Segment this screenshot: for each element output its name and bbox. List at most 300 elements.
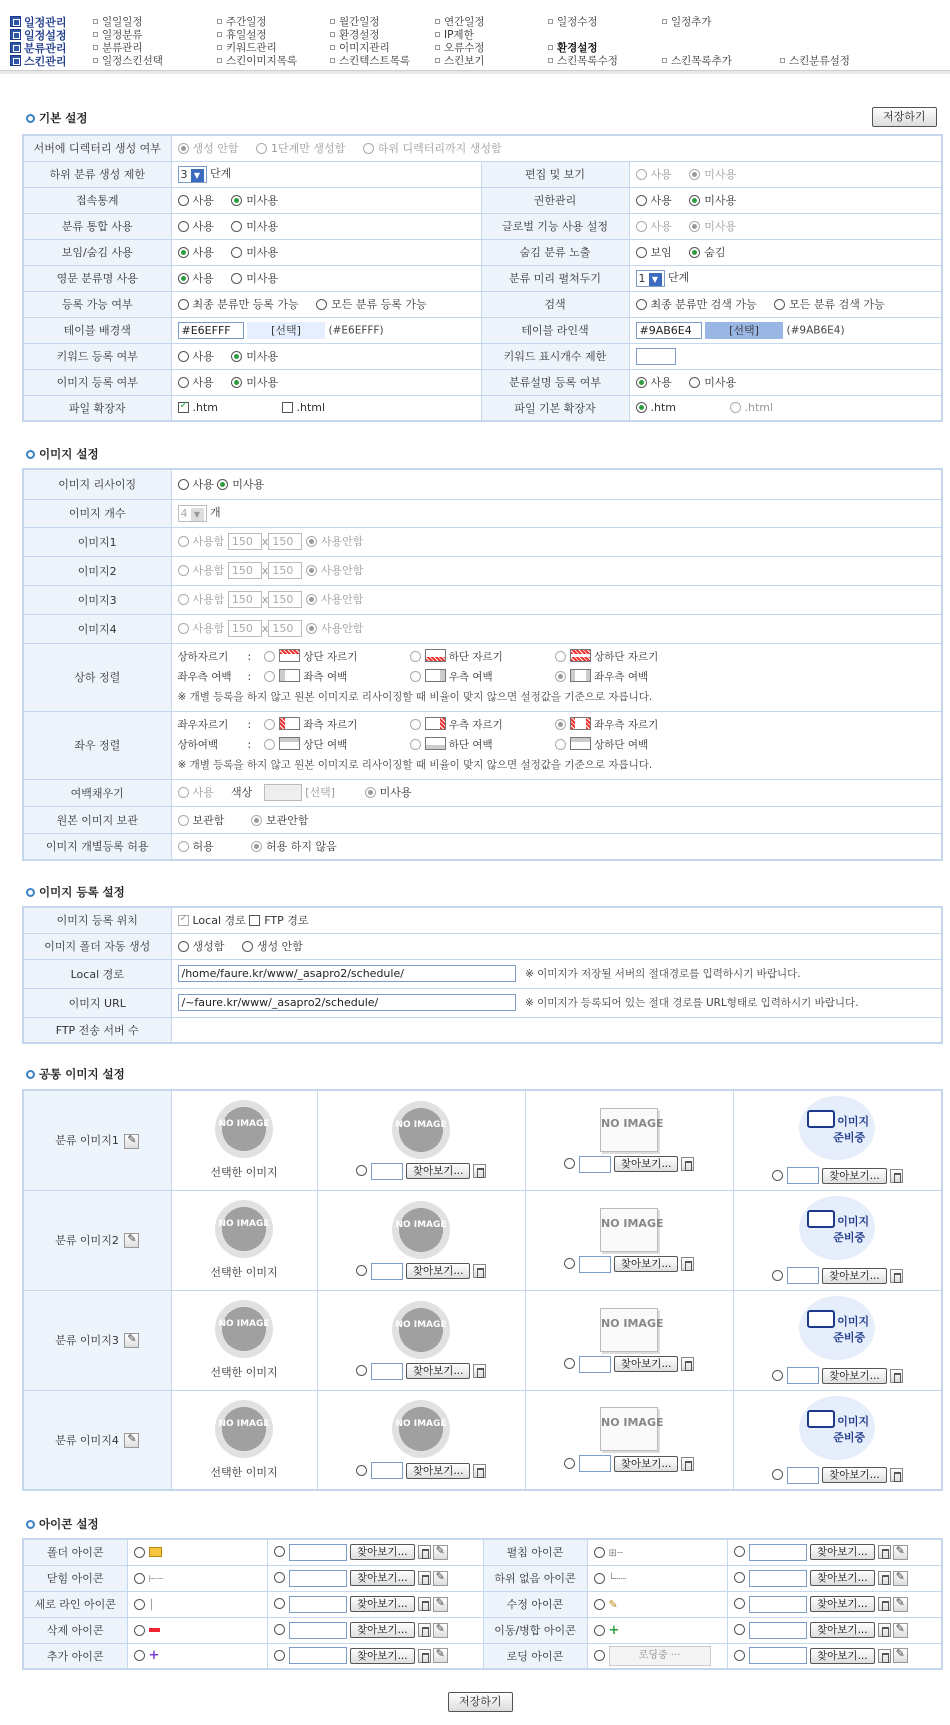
nav-row-category xyxy=(10,40,940,54)
label-search: 검색 xyxy=(481,291,629,317)
trash-icon[interactable] xyxy=(418,1597,431,1611)
no-image-circle: NO IMAGE xyxy=(392,1400,450,1458)
image-option-radio[interactable] xyxy=(772,1469,783,1480)
image-option-radio[interactable] xyxy=(772,1370,783,1381)
trash-icon[interactable] xyxy=(890,1369,903,1383)
label-reg-loc: 이미지 등록 위치 xyxy=(23,907,171,933)
icon-option-radio[interactable] xyxy=(274,1546,285,1557)
image4-width[interactable]: 150 xyxy=(228,620,262,637)
browse-button[interactable]: 찾아보기... xyxy=(822,1168,887,1184)
no-image-circle: NO IMAGE xyxy=(392,1301,450,1359)
wrench-icon[interactable] xyxy=(433,1648,448,1663)
nav-main-schedule[interactable]: 일정관리 xyxy=(10,14,67,30)
trash-icon[interactable] xyxy=(418,1649,431,1663)
icon-current-radio[interactable] xyxy=(594,1625,605,1636)
image1-height[interactable]: 150 xyxy=(268,533,302,550)
icon-current-radio[interactable] xyxy=(134,1573,145,1584)
trash-icon[interactable] xyxy=(890,1269,903,1283)
unit-count: 개 xyxy=(210,506,221,520)
radio-topbottom-crop[interactable]: 상하단 자르기 xyxy=(555,651,658,663)
image-file-input[interactable] xyxy=(787,1467,819,1484)
fill-color-select[interactable]: [선택] xyxy=(305,785,336,799)
common-image-table xyxy=(22,1089,943,1491)
icon-row xyxy=(23,1539,942,1565)
radio-desc-nouse[interactable]: 미사용 xyxy=(689,376,736,389)
radio-nokeep[interactable]: 보관안함 xyxy=(251,814,309,827)
image-option-cell xyxy=(525,1390,733,1490)
line-color-select-button[interactable]: [선택] xyxy=(705,322,783,339)
label-ftp-count: FTP 전송 서버 수 xyxy=(23,1017,171,1043)
image-option-radio[interactable] xyxy=(564,1158,575,1169)
radio-search-final[interactable]: 최종 분류만 검색 가능 xyxy=(636,298,757,311)
icon-current-radio[interactable] xyxy=(594,1650,605,1661)
icon-current-radio[interactable] xyxy=(134,1547,145,1558)
browse-button[interactable]: 찾아보기... xyxy=(810,1648,875,1664)
label-original: 원본 이미지 보관 xyxy=(23,806,171,833)
nav-square-icon xyxy=(10,16,21,27)
browse-button[interactable]: 찾아보기... xyxy=(810,1622,875,1638)
top-crop-icon xyxy=(279,649,300,662)
trash-icon[interactable] xyxy=(473,1464,486,1478)
radio-disallow[interactable]: 허용 하지 않음 xyxy=(251,840,337,853)
browse-button[interactable]: 찾아보기... xyxy=(350,1544,415,1560)
image-option-radio[interactable] xyxy=(772,1270,783,1281)
line-color-hint: (#9AB6E4) xyxy=(786,324,845,336)
wrench-icon[interactable] xyxy=(124,1333,139,1348)
icon-current-radio[interactable] xyxy=(594,1547,605,1558)
radio-fill-nouse[interactable]: 미사용 xyxy=(365,786,412,799)
image4-height[interactable]: 150 xyxy=(268,620,302,637)
line-color-input[interactable]: #9AB6E4 xyxy=(636,322,702,339)
radio-auto-create[interactable]: 생성함 xyxy=(178,940,225,953)
radio-def-htm[interactable]: .htm xyxy=(636,401,677,414)
browse-button[interactable]: 찾아보기... xyxy=(350,1596,415,1612)
icon-current-radio[interactable] xyxy=(594,1573,605,1584)
image-option-radio[interactable] xyxy=(356,1465,367,1476)
camera-icon xyxy=(807,1110,835,1128)
icon-option-radio[interactable] xyxy=(274,1572,285,1583)
radio-allow[interactable]: 허용 xyxy=(178,838,248,854)
icon-row xyxy=(23,1617,942,1643)
save-button-bottom[interactable]: 저장하기 xyxy=(448,1692,513,1712)
no-image-square: NO IMAGE xyxy=(600,1208,658,1252)
radio-perm-nouse[interactable]: 미사용 xyxy=(689,194,736,207)
trash-icon[interactable] xyxy=(878,1597,891,1611)
icon-option-radio[interactable] xyxy=(734,1624,745,1635)
icon-label-left: 닫힘 아이콘 xyxy=(23,1565,127,1591)
radio-reg-final[interactable]: 최종 분류만 등록 가능 xyxy=(178,298,299,311)
image-file-input[interactable] xyxy=(371,1263,403,1280)
image-option-radio[interactable] xyxy=(772,1170,783,1181)
radio-perm-use[interactable]: 사용 xyxy=(636,194,672,207)
icon-label-right: 펼침 아이콘 xyxy=(483,1539,587,1565)
icon-option-radio[interactable] xyxy=(734,1572,745,1583)
icon-file-input[interactable] xyxy=(289,1596,347,1613)
radio-resize-nouse[interactable]: 미사용 xyxy=(217,478,264,491)
trash-icon[interactable] xyxy=(681,1357,694,1371)
icon-current-radio[interactable] xyxy=(134,1625,145,1636)
nav-item[interactable]: 분류관리 xyxy=(93,40,143,55)
leftright-margin-icon xyxy=(570,669,591,682)
radio-merge-use[interactable]: 사용 xyxy=(178,220,214,233)
wrench-icon[interactable] xyxy=(893,1597,908,1612)
wrench-icon[interactable] xyxy=(893,1571,908,1586)
image-option-radio[interactable] xyxy=(564,1458,575,1469)
save-button-top[interactable]: 저장하기 xyxy=(872,107,937,127)
icon-current-radio[interactable] xyxy=(594,1599,605,1610)
bg-color-select-button[interactable]: [선택] xyxy=(247,322,325,339)
no-image-square: NO IMAGE xyxy=(600,1108,658,1152)
image-preparing-badge: 이미지 준비중 xyxy=(799,1396,875,1460)
sub-limit-select[interactable]: 3 ▼ xyxy=(178,166,207,183)
label-hide-show: 숨김 분류 노출 xyxy=(481,239,629,265)
radio-resize-use[interactable]: 사용 xyxy=(178,478,214,491)
fill-color-input[interactable] xyxy=(264,784,302,801)
top-margin-icon xyxy=(279,737,300,750)
label-image3: 이미지3 xyxy=(23,585,171,614)
radio-kw-use[interactable]: 사용 xyxy=(178,350,214,363)
image-option-radio[interactable] xyxy=(564,1358,575,1369)
nav-item[interactable]: 오류수정 xyxy=(435,40,485,55)
label-color: 색상 xyxy=(231,785,253,799)
radio-show[interactable]: 보임 xyxy=(636,246,672,259)
nav-item[interactable]: 일정스킨선택 xyxy=(93,53,163,68)
trash-icon[interactable] xyxy=(890,1169,903,1183)
browse-button[interactable]: 찾아보기... xyxy=(350,1648,415,1664)
icon-row xyxy=(23,1643,942,1669)
radio-keep[interactable]: 보관함 xyxy=(178,812,248,828)
image3-height[interactable]: 150 xyxy=(268,591,302,608)
move-icon: + xyxy=(608,1622,620,1638)
check-ext-htm[interactable]: ✓ .htm xyxy=(178,401,219,414)
radio-right-crop[interactable]: 우측 자르기 xyxy=(410,715,552,735)
image-option-cell xyxy=(733,1090,942,1190)
image-url-input[interactable]: /~faure.kr/www/_asapro2/schedule/ xyxy=(178,994,516,1011)
wrench-icon[interactable] xyxy=(124,1134,139,1149)
trash-icon[interactable] xyxy=(890,1468,903,1482)
label-stat: 접속통계 xyxy=(23,187,171,213)
trash-icon[interactable] xyxy=(878,1623,891,1637)
icon-current-radio[interactable] xyxy=(134,1599,145,1610)
selected-image-caption: 선택한 이미지 xyxy=(210,1366,278,1379)
icon-label-left: 삭제 아이콘 xyxy=(23,1617,127,1643)
image-file-input[interactable] xyxy=(787,1267,819,1284)
wrench-icon[interactable] xyxy=(124,1233,139,1248)
wrench-icon[interactable] xyxy=(893,1545,908,1560)
image2-height[interactable]: 150 xyxy=(268,562,302,579)
image-option-cell xyxy=(525,1190,733,1290)
trash-icon[interactable] xyxy=(681,1457,694,1471)
image-file-input[interactable] xyxy=(579,1156,611,1173)
image-option-radio[interactable] xyxy=(564,1258,575,1269)
image-option-radio[interactable] xyxy=(356,1265,367,1276)
image1-width[interactable]: 150 xyxy=(228,533,262,550)
icon-option-radio[interactable] xyxy=(274,1624,285,1635)
nav-square-icon xyxy=(10,55,21,66)
local-path-note: ※ 이미지가 저장될 서버의 절대경로를 입력하시기 바랍니다. xyxy=(525,967,801,980)
radio-img-use[interactable]: 사용 xyxy=(178,376,214,389)
icon-file-input[interactable] xyxy=(749,1570,807,1587)
image-file-input[interactable] xyxy=(579,1256,611,1273)
icon-option-radio[interactable] xyxy=(274,1650,285,1661)
radio-eng-use[interactable]: 사용 xyxy=(178,272,214,285)
icon-option-radio[interactable] xyxy=(734,1598,745,1609)
label-desc: 분류설명 등록 여부 xyxy=(481,369,629,395)
browse-button[interactable]: 찾아보기... xyxy=(614,1156,679,1172)
radio-dir-none[interactable]: 생성 안함 xyxy=(178,142,239,155)
trash-icon[interactable] xyxy=(418,1571,431,1585)
radio-stat-nouse[interactable]: 미사용 xyxy=(231,194,278,207)
nav-item-active[interactable]: 환경설정 xyxy=(548,40,598,55)
image-option-radio[interactable] xyxy=(356,1365,367,1376)
no-image-circle: NO IMAGE xyxy=(215,1100,273,1158)
icon-file-input[interactable] xyxy=(749,1622,807,1639)
label-local-path: Local 경로 xyxy=(23,959,171,988)
radio-def-html[interactable]: .html xyxy=(730,401,774,414)
radio-bottom-crop[interactable]: 하단 자르기 xyxy=(410,647,552,667)
nav-item[interactable]: IP제한 xyxy=(435,27,474,42)
folder-icon xyxy=(149,1547,162,1557)
image-option-cell xyxy=(733,1390,942,1490)
browse-button[interactable]: 찾아보기... xyxy=(810,1544,875,1560)
camera-icon xyxy=(807,1210,835,1228)
selected-image-cell xyxy=(171,1090,317,1190)
no-image-square: NO IMAGE xyxy=(600,1308,658,1352)
nav-item[interactable]: 주간일정 xyxy=(217,14,267,29)
nav-row-skin xyxy=(10,53,940,67)
radio-left-margin[interactable]: 좌측 여백 xyxy=(264,667,406,687)
trash-icon[interactable] xyxy=(418,1545,431,1559)
image-file-input[interactable] xyxy=(787,1167,819,1184)
common-image-label: 분류 이미지1 ✎ xyxy=(23,1090,171,1190)
no-image-square: NO IMAGE xyxy=(600,1407,658,1451)
local-path-input[interactable]: /home/faure.kr/www/_asapro2/schedule/ xyxy=(178,965,516,982)
trash-icon[interactable] xyxy=(418,1623,431,1637)
radio-leftright-crop[interactable]: 좌우측 자르기 xyxy=(555,719,658,731)
icon-label-right: 하위 없음 아이콘 xyxy=(483,1565,587,1591)
bg-color-input[interactable]: #E6EFFF xyxy=(178,322,244,339)
unit-step: 단계 xyxy=(210,167,232,181)
radio-kw-nouse[interactable]: 미사용 xyxy=(231,350,278,363)
icon-label-left: 세로 라인 아이콘 xyxy=(23,1591,127,1617)
radio-top-margin[interactable]: 상단 여백 xyxy=(264,735,406,755)
expand-select[interactable]: 1 ▼ xyxy=(636,270,665,287)
radio-stat-use[interactable]: 사용 xyxy=(178,194,214,207)
icon-file-input[interactable] xyxy=(289,1647,347,1664)
topbottom-margin-icon xyxy=(570,737,591,750)
browse-button[interactable]: 찾아보기... xyxy=(406,1163,471,1179)
nav-item[interactable]: 스킨이미지목록 xyxy=(217,53,297,68)
nav-item[interactable]: 스킨보기 xyxy=(435,53,485,68)
radio-leftright-margin[interactable]: 좌우측 여백 xyxy=(555,671,648,683)
wrench-icon[interactable] xyxy=(433,1545,448,1560)
radio-reg-all[interactable]: 모든 분류 등록 가능 xyxy=(316,298,427,311)
browse-button[interactable]: 찾아보기... xyxy=(406,1363,471,1379)
browse-button[interactable]: 찾아보기... xyxy=(350,1570,415,1586)
trash-icon[interactable] xyxy=(681,1157,694,1171)
image2-width[interactable]: 150 xyxy=(228,562,262,579)
radio-bottom-margin[interactable]: 하단 여백 xyxy=(410,735,552,755)
nav-item[interactable]: 일일일정 xyxy=(93,14,143,29)
nav-item[interactable]: 스킨텍스트목록 xyxy=(330,53,410,68)
icon-settings-table xyxy=(22,1538,943,1670)
bullet-icon xyxy=(26,888,35,897)
selected-image-caption: 선택한 이미지 xyxy=(210,1166,278,1180)
nav-item[interactable]: 스킨분류설정 xyxy=(780,53,850,68)
trash-icon[interactable] xyxy=(473,1264,486,1278)
nav-item[interactable]: 일정분류 xyxy=(93,27,143,42)
wrench-icon[interactable] xyxy=(433,1623,448,1638)
browse-button[interactable]: 찾아보기... xyxy=(614,1356,679,1372)
image-file-input[interactable] xyxy=(371,1462,403,1479)
browse-button[interactable]: 찾아보기... xyxy=(406,1463,471,1479)
trash-icon[interactable] xyxy=(473,1364,486,1378)
nav-item[interactable]: 월간일정 xyxy=(330,14,380,29)
radio-global-use[interactable]: 사용 xyxy=(636,220,672,233)
radio-desc-use[interactable]: 사용 xyxy=(636,376,672,389)
common-image-row xyxy=(23,1190,942,1290)
icon-file-input[interactable] xyxy=(289,1570,347,1587)
trash-icon[interactable] xyxy=(681,1257,694,1271)
icon-file-input[interactable] xyxy=(289,1544,347,1561)
nav-main-category[interactable]: 분류관리 xyxy=(10,40,67,56)
label-kw: 키워드 등록 여부 xyxy=(23,343,171,369)
image-preparing-badge: 이미지 준비중 xyxy=(799,1096,875,1160)
check-ftp[interactable]: FTP 경로 xyxy=(249,914,308,927)
icon-file-input[interactable] xyxy=(749,1544,807,1561)
radio-search-all[interactable]: 모든 분류 검색 가능 xyxy=(774,298,885,311)
radio-edit-nouse[interactable]: 미사용 xyxy=(689,168,736,181)
image-file-input[interactable] xyxy=(579,1356,611,1373)
vertical-line-icon: │ xyxy=(148,1599,155,1611)
kw-limit-input[interactable] xyxy=(636,348,676,365)
tree-leaf-icon: └┄┄ xyxy=(608,1573,627,1585)
radio-dir-all[interactable]: 하위 디렉터리까지 생성함 xyxy=(363,142,502,155)
bullet-icon xyxy=(26,1520,35,1529)
browse-button[interactable]: 찾아보기... xyxy=(822,1368,887,1384)
label-line: 테이블 라인색 xyxy=(481,317,629,343)
right-crop-icon xyxy=(425,717,446,730)
browse-button[interactable]: 찾아보기... xyxy=(822,1268,887,1284)
wrench-icon[interactable] xyxy=(433,1571,448,1586)
common-image-label: 분류 이미지4 ✎ xyxy=(23,1390,171,1490)
icon-option-radio[interactable] xyxy=(734,1546,745,1557)
label-indiv: 이미지 개별등록 허용 xyxy=(23,833,171,860)
icon-current-radio[interactable] xyxy=(134,1650,145,1661)
image-count-select[interactable]: 4 ▼ xyxy=(178,505,207,522)
wrench-icon[interactable] xyxy=(124,1433,139,1448)
image3-width[interactable]: 150 xyxy=(228,591,262,608)
radio-dir-one[interactable]: 1단계만 생성함 xyxy=(256,142,345,155)
common-image-label: 분류 이미지3 ✎ xyxy=(23,1290,171,1390)
left-margin-icon xyxy=(279,669,300,682)
icon-option-radio[interactable] xyxy=(274,1598,285,1609)
nav-item[interactable]: 스킨목록수정 xyxy=(548,53,618,68)
label-count: 이미지 개수 xyxy=(23,499,171,527)
nav-item[interactable]: 환경설정 xyxy=(330,27,380,42)
browse-button[interactable]: 찾아보기... xyxy=(350,1622,415,1638)
icon-row xyxy=(23,1591,942,1617)
browse-button[interactable]: 찾아보기... xyxy=(614,1456,679,1472)
icon-file-input[interactable] xyxy=(749,1596,807,1613)
wrench-icon[interactable] xyxy=(893,1623,908,1638)
radio-eng-nouse[interactable]: 미사용 xyxy=(231,272,278,285)
radio-topbottom-margin[interactable]: 상하단 여백 xyxy=(555,739,648,751)
nav-item[interactable]: 연간일정 xyxy=(435,14,485,29)
icon-file-input[interactable] xyxy=(289,1622,347,1639)
image-preparing-badge: 이미지 준비중 xyxy=(799,1296,875,1360)
check-ext-html[interactable]: .html xyxy=(282,401,326,414)
radio-hide-nouse[interactable]: 미사용 xyxy=(231,246,278,259)
nav-row-schedule xyxy=(10,14,940,28)
image-file-input[interactable] xyxy=(787,1367,819,1384)
browse-button[interactable]: 찾아보기... xyxy=(822,1467,887,1483)
radio-img-nouse[interactable]: 미사용 xyxy=(231,376,278,389)
browse-button[interactable]: 찾아보기... xyxy=(810,1596,875,1612)
wrench-icon[interactable] xyxy=(893,1648,908,1663)
trash-icon[interactable] xyxy=(878,1571,891,1585)
icon-label-right: 로딩 아이콘 xyxy=(483,1643,587,1669)
image-file-input[interactable] xyxy=(371,1163,403,1180)
browse-button[interactable]: 찾아보기... xyxy=(406,1263,471,1279)
nav-main-settings[interactable]: 일정설정 xyxy=(10,27,67,43)
trash-icon[interactable] xyxy=(473,1164,486,1178)
leftright-crop-icon xyxy=(570,717,591,730)
image-file-input[interactable] xyxy=(579,1455,611,1472)
radio-hide-use[interactable]: 사용 xyxy=(178,246,214,259)
browse-button[interactable]: 찾아보기... xyxy=(810,1570,875,1586)
top-navigation xyxy=(10,14,940,74)
radio-hide[interactable]: 숨김 xyxy=(689,246,725,259)
label-perm: 권한관리 xyxy=(481,187,629,213)
label-image2: 이미지2 xyxy=(23,556,171,585)
radio-fill-use[interactable]: 사용 xyxy=(178,784,228,800)
nav-main-skin[interactable]: 스킨관리 xyxy=(10,53,67,69)
selected-image-cell xyxy=(171,1290,317,1390)
trash-icon[interactable] xyxy=(878,1545,891,1559)
trash-icon[interactable] xyxy=(878,1649,891,1663)
selected-image-cell xyxy=(171,1390,317,1490)
label-merge: 분류 통합 사용 xyxy=(23,213,171,239)
nav-item[interactable]: 스킨목록추가 xyxy=(662,53,732,68)
bullet-icon xyxy=(26,450,35,459)
nav-item[interactable]: 휴일설정 xyxy=(217,27,267,42)
label-global: 글로벌 기능 사용 설정 xyxy=(481,213,629,239)
image-file-input[interactable] xyxy=(371,1363,403,1380)
wrench-icon[interactable] xyxy=(433,1597,448,1612)
label-kw-limit: 키워드 표시개수 제한 xyxy=(481,343,629,369)
nav-item[interactable]: 이미지관리 xyxy=(330,40,390,55)
radio-auto-nocreate[interactable]: 생성 안함 xyxy=(242,940,303,953)
radio-top-crop[interactable]: 상단 자르기 xyxy=(264,647,406,667)
icon-option-radio[interactable] xyxy=(734,1650,745,1661)
browse-button[interactable]: 찾아보기... xyxy=(614,1256,679,1272)
nav-item[interactable]: 키워드관리 xyxy=(217,40,277,55)
radio-edit-use[interactable]: 사용 xyxy=(636,168,672,181)
radio-right-margin[interactable]: 우측 여백 xyxy=(410,667,552,687)
icon-file-input[interactable] xyxy=(749,1647,807,1664)
nav-item[interactable]: 일정수정 xyxy=(548,14,598,29)
image-option-cell xyxy=(525,1090,733,1190)
image-option-radio[interactable] xyxy=(356,1165,367,1176)
common-image-row xyxy=(23,1390,942,1490)
check-local[interactable]: ✓ Local 경로 xyxy=(178,914,246,927)
nav-item[interactable]: 일정추가 xyxy=(662,14,712,29)
tree-expand-icon: ⊞┄ xyxy=(608,1547,623,1559)
radio-merge-nouse[interactable]: 미사용 xyxy=(231,220,278,233)
radio-global-nouse[interactable]: 미사용 xyxy=(689,220,736,233)
radio-left-crop[interactable]: 좌측 자르기 xyxy=(264,715,406,735)
